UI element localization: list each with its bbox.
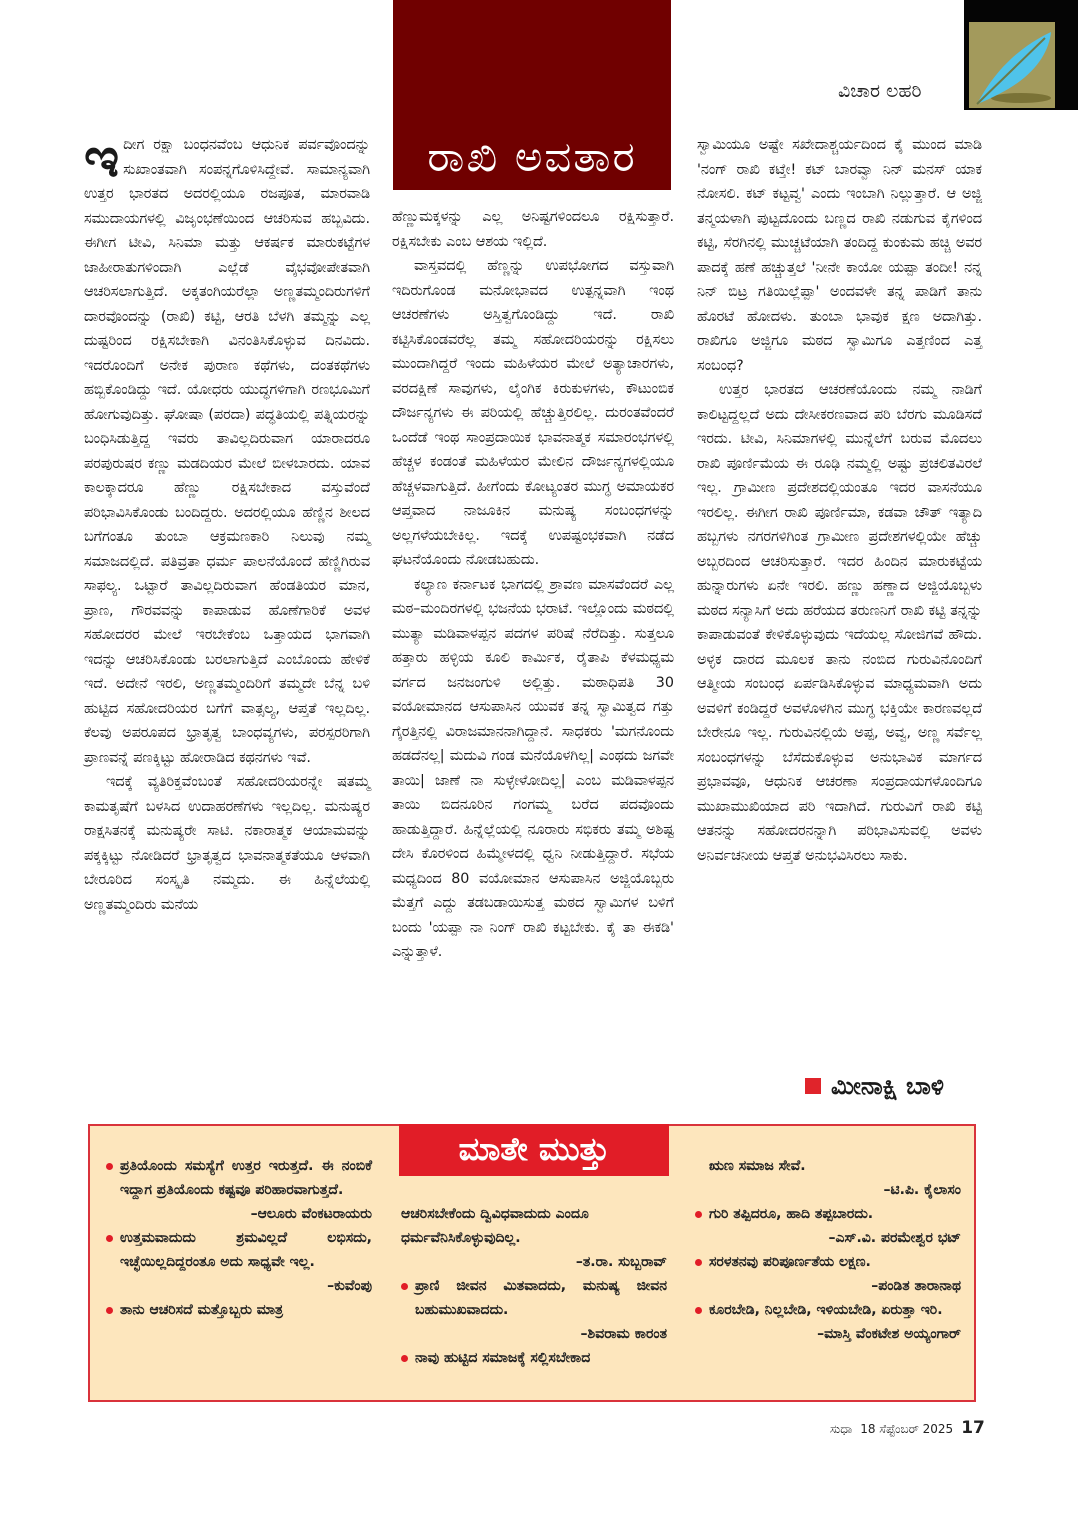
- paragraph: ವಾಸ್ತವದಲ್ಲಿ ಹೆಣ್ಣನ್ನು ಉಪಭೋಗದ ವಸ್ತುವಾಗಿ ಇದಿರುಗೊಂಡ ಮನೋಭಾವದ ಉತ್ಪನ್ನವಾಗಿ ಇಂಥ ಆಚರಣೆಗಳು ಅಸ್ತಿತ್ವಗೊಂಡಿದ್ದು ಇದೆ. ರಾಖಿ ಕಟ್ಟಿಸಿಕೊಂಡವರೆಲ್ಲ ತಮ್ಮ ಸಹೋದರಿಯರನ್ನು ರಕ್ಷಿಸಲು ಮುಂದಾಗಿದ್ದರೆ ಇಂದು ಮಹಿಳೆಯರ ಮೇಲೆ ಅತ್ಯಾಚಾರಗಳು, ವರದಕ್ಷಿಣೆ ಸಾವುಗಳು, ಲೈಂಗಿಕ ಕಿರುಕುಳಗಳು, ಕೌಟುಂಬಿಕ ದೌರ್ಜನ್ಯಗಳು ಈ ಪರಿಯಲ್ಲಿ ಹೆಚ್ಚುತ್ತಿರಲಿಲ್ಲ. ದುರಂತವೆಂದರೆ ಒಂದೆಡೆ ಇಂಥ ಸಾಂಪ್ರದಾಯಿಕ ಭಾವನಾತ್ಮಕ ಸಮಾರಂಭಗಳಲ್ಲಿ ಹೆಚ್ಚಳ ಕಂಡಂತೆ ಮಹಿಳೆಯರ ಮೇಲಿನ ದೌರ್ಜನ್ಯಗಳಲ್ಲಿಯೂ ಹೆಚ್ಚಳವಾಗುತ್ತಿದೆ. ಹೀಗೆಂದು ಕೋಟ್ಯಂತರ ಮುಗ್ಧ ಅಮಾಯಕರ ಆಪ್ತವಾದ ನಾಜೂಕಿನ ಮನುಷ್ಯ ಸಂಬಂಧಗಳನ್ನು ಅಲ್ಲಗಳೆಯಬೇಕಿಲ್ಲ. ಇದಕ್ಕೆ ಉಪಷ್ಟಂಭಕವಾಗಿ ನಡೆದ ಘಟನೆಯೊಂದು ನೋಡಬಹುದು.: [392, 258, 674, 568]
- quotes-column-2: [401, 1202, 667, 1370]
- quote-item: ಪ್ರಾಣಿ ಜೀವನ ಮಿತವಾದದು, ಮನುಷ್ಯ ಜೀವನ ಬಹುಮುಖವಾದದು.: [401, 1274, 667, 1322]
- quote-continuation: ಆಚರಿಸಬೇಕೆಂದು ದ್ವಿವಿಧವಾದುದು ಎಂದೂ ಧರ್ಮವೆನಿಸಿಕೊಳ್ಳುವುದಿಲ್ಲ.: [401, 1206, 589, 1246]
- page-number: 17: [961, 1418, 985, 1438]
- issue-date: 18 ಸೆಪ್ಟೆಂಬರ್ 2025: [860, 1422, 954, 1436]
- bullet-icon: [106, 1235, 113, 1242]
- article-column-1: [84, 126, 370, 917]
- bullet-icon: [401, 1283, 408, 1290]
- quote-author: –ಪಂಡಿತ ತಾರಾನಾಥ: [871, 1278, 961, 1294]
- quote-author: –ಶಿವರಾಮ ಕಾರಂತ: [580, 1326, 667, 1342]
- bullet-icon: [695, 1211, 702, 1218]
- page-footer: [830, 1418, 985, 1438]
- quote-item: ಪ್ರತಿಯೊಂದು ಸಮಸ್ಯೆಗೆ ಉತ್ತರ ಇರುತ್ತದೆ. ಈ ನಂಬಿಕೆ ಇದ್ದಾಗ ಪ್ರತಿಯೊಂದು ಕಷ್ಟವೂ ಪರಿಹಾರವಾಗುತ್ತದೆ.: [106, 1154, 372, 1202]
- quote-item: ತಾನು ಆಚರಿಸದೆ ಮತ್ತೊಬ್ಬರು ಮಾತ್ರ: [106, 1298, 372, 1322]
- quotes-column-3: [695, 1154, 961, 1346]
- red-square-icon: [805, 1078, 821, 1094]
- article-column-2: [392, 205, 674, 965]
- article-title-banner: [393, 0, 671, 190]
- paragraph: ಸ್ವಾಮಿಯೂ ಅಷ್ಟೇ ಸಖೇದಾಶ್ಚರ್ಯದಿಂದ ಕೈ ಮುಂದ ಮಾಡಿ 'ನಂಗ್ ರಾಖಿ ಕಟ್ತೇ! ಕಟ್ ಬಾರವ್ವಾ ನಿನ್ ಮನಸ್ ಯಾಕ ನೋಸಲಿ. ಕಟ್ ಕಟ್ಟವ್ವ' ಎಂದು ಇಂಬಾಗಿ ನಿಲ್ಲುತ್ತಾರೆ. ಆ ಅಜ್ಜಿ ತನ್ಮಯಳಾಗಿ ಪುಟ್ಟದೊಂದು ಬಣ್ಣದ ರಾಖಿ ನಡುಗುವ ಕೈಗಳಿಂದ ಕಟ್ಟಿ, ಸೆರಗಿನಲ್ಲಿ ಮುಚ್ಚಟೆಯಾಗಿ ತಂದಿದ್ದ ಕುಂಕುಮ ಹಚ್ಚಿ ಅವರ ಪಾದಕ್ಕೆ ಹಣೆ ಹಚ್ಚುತ್ತಲೆ 'ನೀನೇ ಕಾಯೋ ಯಪ್ಪಾ ತಂದೀ! ನನ್ನ ನಿನ್ ಬಿಟ್ರ ಗತಿಯಿಲ್ಲೆಪ್ಪಾ' ಅಂದವಳೇ ತನ್ನ ಪಾಡಿಗೆ ತಾನು ಹೊರಟೆ ಹೋದಳು. ತುಂಬಾ ಭಾವುಕ ಕ್ಷಣ ಅದಾಗಿತ್ತು. ರಾಖಿಗೂ ಅಜ್ಜಿಗೂ ಮಠದ ಸ್ವಾಮಿಗೂ ಎತ್ತಣಿಂದ ಎತ್ತ ಸಂಬಂಧ?: [697, 137, 982, 374]
- feather-icon: [969, 22, 1055, 108]
- section-label: ವಿಚಾರ ಲಹರಿ: [838, 80, 922, 102]
- quote-author: –ತ.ರಾ. ಸುಬ್ಬರಾವ್: [575, 1254, 667, 1270]
- author-byline: [805, 1072, 944, 1100]
- author-name: ಮೀನಾಕ್ಷಿ ಬಾಳಿ: [831, 1072, 944, 1100]
- bullet-icon: [401, 1355, 408, 1362]
- bullet-icon: [695, 1259, 702, 1266]
- bullet-icon: [106, 1163, 113, 1170]
- paragraph: ದೀಗ ರಕ್ಷಾ ಬಂಧನವೆಂಬ ಆಧುನಿಕ ಪರ್ವವೊಂದನ್ನು ಸುಖಾಂತವಾಗಿ ಸಂಪನ್ನಗೊಳಿಸಿದ್ದೇವೆ. ಸಾಮಾನ್ಯವಾಗಿ ಉತ್ತರ ಭಾರತದ ಅದರಲ್ಲಿಯೂ ರಜಪೂತ, ಮಾರವಾಡಿ ಸಮುದಾಯಗಳಲ್ಲಿ ವಿಜೃಂಭಣೆಯಿಂದ ಆಚರಿಸುವ ಹಬ್ಬವಿದು. ಈಗೀಗ ಟೀವಿ, ಸಿನಿಮಾ ಮತ್ತು ಆಕರ್ಷಕ ಮಾರುಕಟ್ಟೆಗಳ ಜಾಹೀರಾತುಗಳಿಂದಾಗಿ ಎಲ್ಲೆಡೆ ವೈಭವೋಪೇತವಾಗಿ ಆಚರಿಸಲಾಗುತ್ತಿದೆ. ಅಕ್ಕತಂಗಿಯರೆಲ್ಲಾ ಅಣ್ಣತಮ್ಮಂದಿರುಗಳಿಗೆ ದಾರವೊಂದನ್ನು (ರಾಖಿ) ಕಟ್ಟಿ, ಆರತಿ ಬೆಳಗಿ ತಮ್ಮನ್ನು ಎಲ್ಲ ದುಷ್ಟರಿಂದ ರಕ್ಷಿಸಬೇಕಾಗಿ ವಿನಂತಿಸಿಕೊಳ್ಳುವ ದಿನವಿದು. ಇದರೊಂದಿಗೆ ಅನೇಕ ಪುರಾಣ ಕಥೆಗಳು, ದಂತಕಥೆಗಳು ಹಬ್ಬಿಕೊಂಡಿದ್ದು ಇದೆ. ಯೋಧರು ಯುದ್ಧಗಳಿಗಾಗಿ ರಣಭೂಮಿಗೆ ಹೋಗುವುದಿತ್ತು. ಘೋಷಾ (ಪರದಾ) ಪದ್ಧತಿಯಲ್ಲಿ ಪತ್ನಿಯರನ್ನು ಬಂಧಿಸಿಡುತ್ತಿದ್ದ ಇವರು ತಾವಿಲ್ಲದಿರುವಾಗ ಯಾರಾದರೂ ಪರಪುರುಷರ ಕಣ್ಣು ಮಡದಿಯರ ಮೇಲೆ ಬೀಳಬಾರದು. ಯಾವ ಕಾಲಕ್ಕಾದರೂ ಹೆಣ್ಣು ರಕ್ಷಿಸಬೇಕಾದ ವಸ್ತುವೆಂದೆ ಪರಿಭಾವಿಸಿಕೊಂಡು ಬಂದಿದ್ದರು. ಅದರಲ್ಲಿಯೂ ಹೆಣ್ಣಿನ ಶೀಲದ ಬಗೆಗಂತೂ ತುಂಬಾ ಆಕ್ರಮಣಕಾರಿ ನಿಲುವು ನಮ್ಮ ಸಮಾಜದಲ್ಲಿದೆ. ಪತಿವ್ರತಾ ಧರ್ಮ ಪಾಲನೆಯೊಂದೆ ಹೆಣ್ಣಿಗಿರುವ ಸಾಫಲ್ಯ. ಒಟ್ಟಾರೆ ತಾವಿಲ್ಲದಿರುವಾಗ ಹೆಂಡತಿಯರ ಮಾನ, ಪ್ರಾಣ, ಗೌರವವನ್ನು ಕಾಪಾಡುವ ಹೊಣೆಗಾರಿಕೆ ಅವಳ ಸಹೋದರರ ಮೇಲೆ ಇರಬೇಕೆಂಬ ಒತ್ತಾಯದ ಭಾಗವಾಗಿ ಇದನ್ನು ಆಚರಿಸಿಕೊಂಡು ಬರಲಾಗುತ್ತಿದೆ ಎಂಬೊಂದು ಹೇಳಿಕೆ ಇದೆ. ಅದೇನೆ ಇರಲಿ, ಅಣ್ಣತಮ್ಮಂದಿರಿಗೆ ತಮ್ಮದೇ ಬೆನ್ನ ಬಳಿ ಹುಟ್ಟಿದ ಸಹೋದರಿಯರ ಬಗೆಗೆ ವಾತ್ಸಲ್ಯ, ಆಪ್ತತೆ ಇಲ್ಲದಿಲ್ಲ. ಕೆಲವು ಅಪರೂಪದ ಭ್ರಾತೃತ್ವ ಬಾಂಧವ್ಯಗಳು, ಪರಸ್ಪರರಿಗಾಗಿ ಪ್ರಾಣವನ್ನೆ ಪಣಕ್ಕಿಟ್ಟು ಹೋರಾಡಿದ ಕಥನಗಳು ಇವೆ.: [84, 137, 370, 766]
- quote-continuation: ಋಣ ಸಮಾಜ ಸೇವೆ.: [709, 1158, 806, 1174]
- quote-author: –ಆಲೂರು ವೆಂಕಟರಾಯರು: [250, 1206, 372, 1222]
- dropcap: ಇ: [84, 126, 120, 189]
- quote-item: ಉತ್ತಮವಾದುದು ಶ್ರಮವಿಲ್ಲದೆ ಲಭಿಸದು, ಇಚ್ಛೆಯಿಲ್ಲದಿದ್ದರಂತೂ ಅದು ಸಾಧ್ಯವೇ ಇಲ್ಲ.: [106, 1226, 372, 1274]
- bullet-icon: [106, 1307, 113, 1314]
- paragraph: ಉತ್ತರ ಭಾರತದ ಆಚರಣೆಯೊಂದು ನಮ್ಮ ನಾಡಿಗೆ ಕಾಲಿಟ್ಟದ್ದಲ್ಲದೆ ಅದು ದೇಸೀಕರಣವಾದ ಪರಿ ಬೆರಗು ಮೂಡಿಸದೆ ಇರದು. ಟೀವಿ, ಸಿನಿಮಾಗಳಲ್ಲಿ ಮುನ್ನೆಲೆಗೆ ಬರುವ ಮೊದಲು ರಾಖಿ ಪೂರ್ಣಿಮೆಯ ಈ ರೂಢಿ ನಮ್ಮಲ್ಲಿ ಅಷ್ಟು ಪ್ರಚಲಿತವಿರಲೆ ಇಲ್ಲ. ಗ್ರಾಮೀಣ ಪ್ರದೇಶದಲ್ಲಿಯಂತೂ ಇದರ ವಾಸನೆಯೂ ಇರಲಿಲ್ಲ. ಈಗೀಗ ರಾಖಿ ಪೂರ್ಣಿಮಾ, ಕಡವಾ ಚೌತ್ ಇತ್ಯಾದಿ ಹಬ್ಬಗಳು ನಗರಗಳಿಗಿಂತ ಗ್ರಾಮೀಣ ಪ್ರದೇಶಗಳಲ್ಲಿಯೇ ಹೆಚ್ಚು ಅಬ್ಬರದಿಂದ ಆಚರಿಸುತ್ತಾರೆ. ಇದರ ಹಿಂದಿನ ಮಾರುಕಟ್ಟೆಯ ಹುನ್ನಾರುಗಳು ಏನೇ ಇರಲಿ. ಹಣ್ಣು ಹಣ್ಣಾದ ಅಜ್ಜಿಯೊಬ್ಬಳು ಮಠದ ಸನ್ಯಾಸಿಗೆ ಅದು ಹರೆಯದ ತರುಣನಿಗೆ ರಾಖಿ ಕಟ್ಟಿ ತನ್ನನ್ನು ಕಾಪಾಡುವಂತೆ ಕೇಳಿಕೊಳ್ಳುವುದು ಇದೆಯಲ್ಲ ಸೋಜಿಗವೆ ಹೌದು. ಅಳ್ಳಕ ದಾರದ ಮೂಲಕ ತಾನು ನಂಬಿದ ಗುರುವಿನೊಂದಿಗೆ ಆತ್ಮೀಯ ಸಂಬಂಧ ಏರ್ಪಡಿಸಿಕೊಳ್ಳುವ ಮಾಧ್ಯಮವಾಗಿ ಅದು ಅವಳಿಗೆ ಕಂಡಿದ್ದರೆ ಅವಳೊಳಗಿನ ಮುಗ್ಧ ಭಕ್ತಿಯೇ ಕಾರಣವಲ್ಲದೆ ಬೇರೇನೂ ಇಲ್ಲ. ಗುರುವಿನಲ್ಲಿಯೆ ಅಪ್ಪ, ಅವ್ವ, ಅಣ್ಣ ಸರ್ವೆಲ್ಲ ಸಂಬಂಧಗಳನ್ನು ಬೆಸೆದುಕೊಳ್ಳುವ ಅನುಭಾವಿಕ ಮಾರ್ಗದ ಪ್ರಭಾವವೂ, ಆಧುನಿಕ ಆಚರಣಾ ಸಂಪ್ರದಾಯಗಳೊಂದಿಗೂ ಮುಖಾಮುಖಿಯಾದ ಪರಿ ಇದಾಗಿದೆ. ಗುರುವಿಗೆ ರಾಖಿ ಕಟ್ಟಿ ಆತನನ್ನು ಸಹೋದರನನ್ನಾಗಿ ಪರಿಭಾವಿಸುವಲ್ಲಿ ಅವಳು ಅನಿರ್ವಚನೀಯ ಆಪ್ತತೆ ಅನುಭವಿಸಿರಲು ಸಾಕು.: [697, 382, 982, 864]
- bullet-icon: [695, 1307, 702, 1314]
- quote-item: ನಾವು ಹುಟ್ಟಿದ ಸಮಾಜಕ್ಕೆ ಸಲ್ಲಿಸಬೇಕಾದ: [401, 1346, 667, 1370]
- paragraph: ಇದಕ್ಕೆ ವ್ಯತಿರಿಕ್ತವೆಂಬಂತೆ ಸಹೋದರಿಯರನ್ನೇ ಷತಮ್ಮ ಕಾಮತೃಷೆಗೆ ಬಳಸಿದ ಉದಾಹರಣೆಗಳು ಇಲ್ಲದಿಲ್ಲ. ಮನುಷ್ಯರ ರಾಕ್ಷಸಿತನಕ್ಕೆ ಮನುಷ್ಯರೇ ಸಾಟಿ. ನಕಾರಾತ್ಮಕ ಆಯಾಮವನ್ನು ಪಕ್ಕಕ್ಕಿಟ್ಟು ನೋಡಿದರೆ ಭ್ರಾತೃತ್ವದ ಭಾವನಾತ್ಮಕತೆಯೂ ಆಳವಾಗಿ ಬೇರೂರಿದ ಸಂಸ್ಕೃತಿ ನಮ್ಮದು. ಈ ಹಿನ್ನೆಲೆಯಲ್ಲಿ ಅಣ್ಣತಮ್ಮಂದಿರು ಮನೆಯ: [84, 774, 370, 913]
- quote-item: ಗುರಿ ತಪ್ಪಿದರೂ, ಹಾದಿ ತಪ್ಪಬಾರದು.: [695, 1202, 961, 1226]
- quote-author: –ಟಿ.ಪಿ. ಕೈಲಾಸಂ: [883, 1182, 961, 1198]
- publication-name: ಸುಧಾ: [830, 1422, 853, 1436]
- quote-item: ಕೂರಬೇಡಿ, ನಿಲ್ಲಬೇಡಿ, ಇಳಿಯಬೇಡಿ, ಏರುತ್ತಾ ಇರಿ.: [695, 1298, 961, 1322]
- quote-item: ಸರಳತನವು ಪರಿಪೂರ್ಣತೆಯ ಲಕ್ಷಣ.: [695, 1250, 961, 1274]
- quotes-column-1: [106, 1154, 372, 1322]
- quotes-title: ಮಾತೇ ಮುತ್ತು: [399, 1124, 669, 1176]
- quote-author: –ಮಾಸ್ತಿ ವೆಂಕಟೇಶ ಅಯ್ಯಂಗಾರ್: [817, 1326, 961, 1342]
- article-column-3: [697, 133, 982, 868]
- paragraph: ಹೆಣ್ಣುಮಕ್ಕಳನ್ನು ಎಲ್ಲ ಅನಿಷ್ಟಗಳಿಂದಲೂ ರಕ್ಷಿಸುತ್ತಾರೆ. ರಕ್ಷಿಸಬೇಕು ಎಂಬ ಆಶಯ ಇಲ್ಲಿದೆ.: [392, 209, 674, 250]
- quote-author: –ಕುವೆಂಪು: [327, 1278, 372, 1294]
- paragraph: ಕಲ್ಯಾಣ ಕರ್ನಾಟಕ ಭಾಗದಲ್ಲಿ ಶ್ರಾವಣ ಮಾಸವೆಂದರೆ ಎಲ್ಲ ಮಠ–ಮಂದಿರಗಳಲ್ಲಿ ಭಜನೆಯ ಭರಾಟೆ. ಇಲ್ಲೊಂದು ಮಠದಲ್ಲಿ ಮುತ್ಯಾ ಮಡಿವಾಳಪ್ಪನ ಪದಗಳ ಪರಿಷೆ ನೆರೆದಿತ್ತು. ಸುತ್ತಲೂ ಹತ್ತಾರು ಹಳ್ಳಿಯ ಕೂಲಿ ಕಾರ್ಮಿಕ, ರೈತಾಪಿ ಕೆಳಮಧ್ಯಮ ವರ್ಗದ ಜನಜಂಗುಳಿ ಅಲ್ಲಿತ್ತು. ಮಠಾಧಿಪತಿ 30 ವಯೋಮಾನದ ಆಸುಪಾಸಿನ ಯುವಕ ತನ್ನ ಸ್ವಾಮಿತ್ವದ ಗತ್ತು ಗೈರತ್ತಿನಲ್ಲಿ ವಿರಾಜಮಾನನಾಗಿದ್ದಾನೆ. ಸಾಧಕರು 'ಮಗನೊಂದು ಹಡದೆನಲ್ಲ| ಮದುವಿ ಗಂಡ ಮನೆಯೊಳಗಿಲ್ಲ| ಎಂಥದು ಜಗವೇ ತಾಯಿ| ಜಾಣೆ ನಾ ಸುಳ್ಳೇಳೋದಿಲ್ಲ| ಎಂಬ ಮಡಿವಾಳಪ್ಪನ ತಾಯಿ ಬಿದನೂರಿನ ಗಂಗಮ್ಮ ಬರೆದ ಪದವೊಂದು ಹಾಡುತ್ತಿದ್ದಾರೆ. ಹಿನ್ನೆಲ್ಲೆಯಲ್ಲಿ ನೂರಾರು ಸಭಿಕರು ತಮ್ಮ ಅಶಿಷ್ಟ ದೇಸಿ ಕೊರಳಿಂದ ಹಿಮ್ಮೇಳದಲ್ಲಿ ಧ್ವನಿ ನೀಡುತ್ತಿದ್ದಾರೆ. ಸಭೆಯ ಮಧ್ಯದಿಂದ 80 ವಯೋಮಾನ ಆಸುಪಾಸಿನ ಅಜ್ಜಿಯೊಬ್ಬರು ಮೆತ್ತಗೆ ಎದ್ದು ತಡಬಡಾಯಿಸುತ್ತ ಮಠದ ಸ್ವಾಮಿಗಳ ಬಳಿಗೆ ಬಂದು 'ಯಪ್ಪಾ ನಾ ನಿಂಗ್ ರಾಖಿ ಕಟ್ಟಬೇಕು. ಕೈ ತಾ ಈಕಡಿ' ಎನ್ನುತ್ತಾಳೆ.: [392, 576, 674, 960]
- quote-author: –ಎಸ್.ವಿ. ಪರಮೇಶ್ವರ ಭಟ್: [828, 1230, 961, 1246]
- article-title: ರಾಖಿ ಅವತಾರ: [427, 132, 637, 181]
